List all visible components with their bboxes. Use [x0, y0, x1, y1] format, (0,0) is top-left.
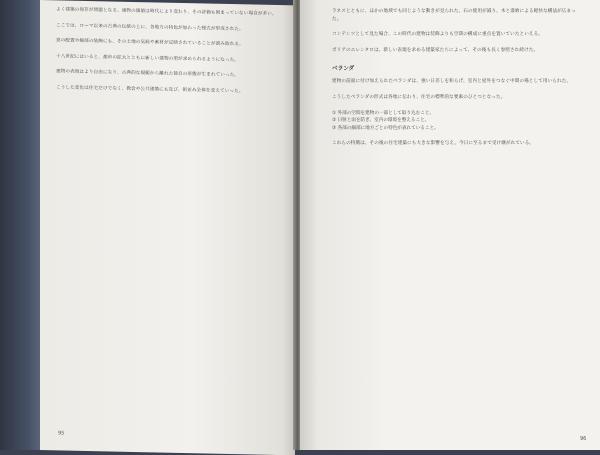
right-paragraph: コンテンツとして見た場合、この時代の建物は装飾よりも空間の構成に重点を置いていたといえる。 — [332, 32, 543, 38]
list-item: ② 日射と雨を防ぎ、室内の環境を整えること。 — [332, 118, 430, 124]
left-page — [40, 0, 295, 455]
left-text-block — [56, 6, 284, 96]
book-cover-edge — [0, 0, 40, 450]
right-text-block — [332, 8, 584, 148]
right-paragraph: これらの特徴は、その後の住宅建築にも大きな影響を与え、今日に至るまで受け継がれている。 — [332, 141, 535, 147]
list-item: ③ 各部の細部に地方ごとの特色が表れていること。 — [332, 125, 439, 131]
left-paragraph: ここでは、ローマ以来の古典の伝統の上に、各地方の特色が加わった様式が形成された。 — [56, 22, 244, 32]
right-page — [300, 0, 600, 450]
section-heading: ベランダ — [332, 66, 355, 73]
left-paragraph: よく建築の保存が問題となる。建物の価値は時代により変わり、その評価も固まっていない場合が多い。 — [56, 7, 277, 17]
right-page-folio: 96 — [580, 436, 587, 442]
right-paragraph: ボリアのエレンタロは、新しい表現を求める建築家たちによって、その後も長く参照され続けた。 — [332, 47, 539, 53]
left-page-folio: 95 — [58, 430, 65, 437]
left-paragraph: 建物の表現はより自由になり、古典的な規範から離れた独自の形態が生まれていった。 — [56, 69, 240, 79]
left-paragraph: 十八世紀にはいると、都市の拡大とともに新しい建物の型が求められるようになった。 — [56, 54, 240, 63]
right-paragraph: こうしたベランダの形式は各地に伝わり、住宅の標準的な要素のひとつとなった。 — [332, 94, 506, 100]
list-item: ① 外部の空間を建物の一部として取り込むこと。 — [332, 110, 435, 116]
left-paragraph: こうした変化は住宅だけでなく、教会や公共建築にも及び、街並み全体を変えていった。 — [56, 85, 244, 95]
right-paragraph: ラネスとともに、ほかの地域でも同じような動きが見られた。石の使用が減り、木と漆喰による軽快な構法が広まった。 — [332, 9, 576, 22]
right-paragraph: 建物の前面に付け加えられたベランダは、強い日差しを和らげ、室内と屋外をつなぐ中間の場として用いられた。 — [332, 79, 572, 85]
numbered-list — [332, 110, 584, 133]
left-paragraph: 窓の配置や細部の装飾にも、その土地の気候や素材が反映されていることが読み取れる。 — [56, 38, 244, 48]
